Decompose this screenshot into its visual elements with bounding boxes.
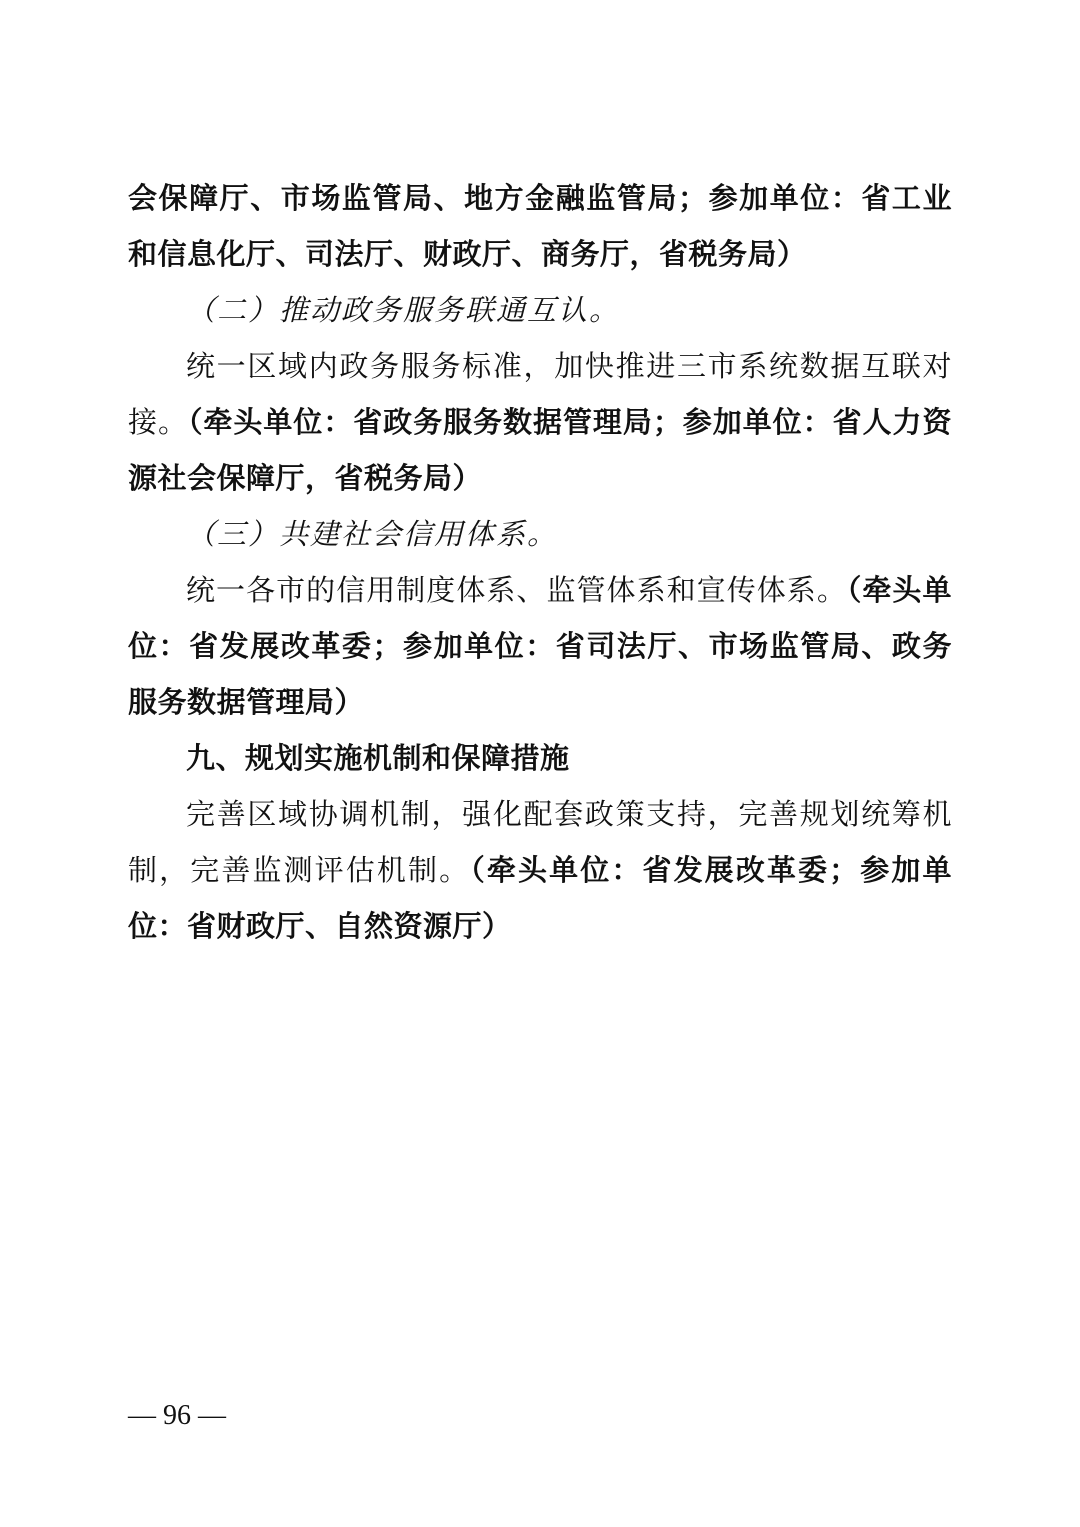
body-text: 统一区域内政务服务标准，加快推进三市系统数据互联对接。 [128, 349, 952, 439]
lead-units-text: （牵头单位：省发展改革委；参加单位：省司法厅、市场监管局、政务服务数据管理局） [128, 573, 952, 719]
paragraph-government-services [128, 338, 952, 506]
paragraph-credit-system [128, 562, 952, 730]
paragraph-implementation [128, 786, 952, 954]
subheading-government-services: （二）推动政务服务联通互认。 [186, 293, 621, 327]
lead-units-text: （牵头单位：省政务服务数据管理局；参加单位：省人力资源社会保障厅，省税务局） [128, 405, 952, 495]
section-heading-implementation: 九、规划实施机制和保障措施 [186, 741, 570, 775]
lead-units-text: 会保障厅、市场监管局、地方金融监管局；参加单位：省工业和信息化厅、司法厅、财政厅、商务厅，省税务局） [128, 181, 952, 271]
subheading-credit-system: （三）共建社会信用体系。 [186, 517, 559, 551]
lead-units-text: （牵头单位：省发展改革委；参加单位：省财政厅、自然资源厅） [128, 853, 952, 943]
body-text: 统一各市的信用制度体系、监管体系和宣传体系。 [186, 573, 847, 607]
body-text: 完善区域协调机制，强化配套政策支持，完善规划统筹机制，完善监测评估机制。 [128, 797, 952, 887]
document-body [128, 170, 952, 954]
continuation-paragraph [128, 170, 952, 282]
page-number: — 96 — [128, 1400, 226, 1431]
